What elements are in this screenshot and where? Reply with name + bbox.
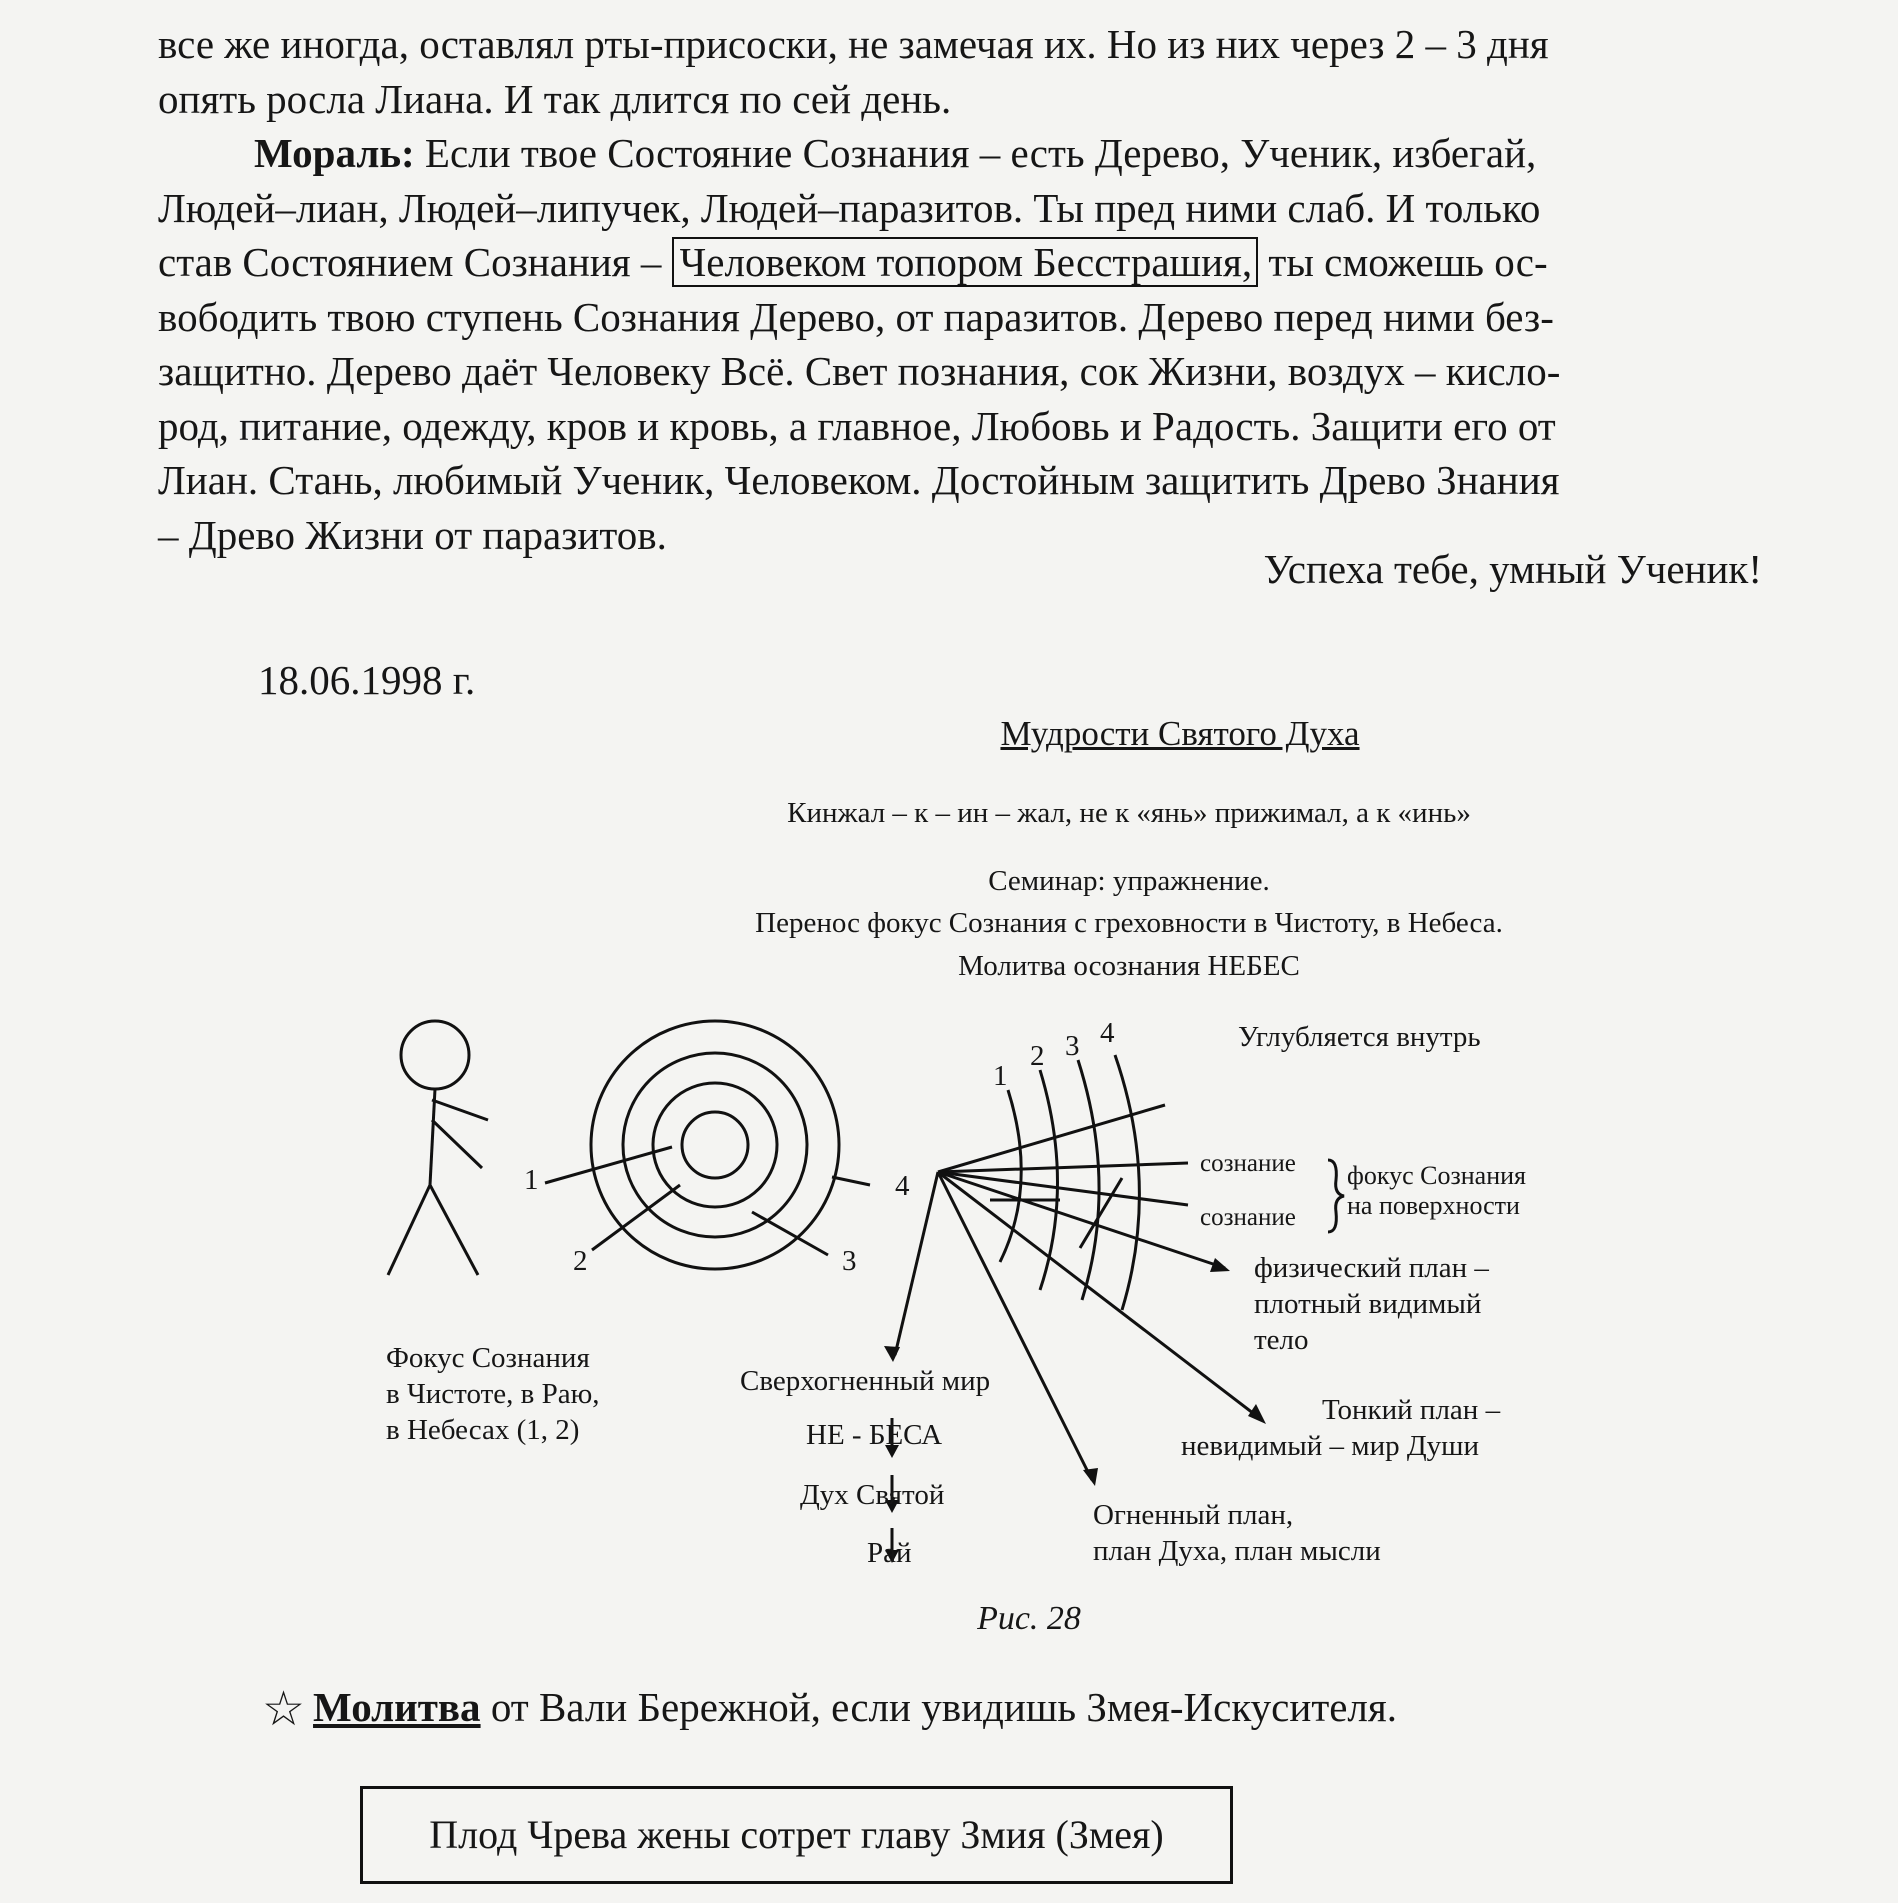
moral-line-3-start: став Состоянием Сознания – [158,239,662,285]
text-line: Людей–лиан, Людей–липучек, Людей–паразитов. Ты пред ними слаб. И только [158,184,1541,231]
arc-number-4: 4 [1100,1017,1115,1049]
label-paradise: Рай [867,1537,912,1569]
boxed-phrase: Человеком топором Бесстрашия, [672,237,1259,287]
label-fiery-2: план Духа, план мысли [1093,1535,1381,1567]
label-focus-surface-1: фокус Сознания [1347,1161,1527,1190]
prayer-line [262,1681,1397,1737]
figure-title: Мудрости Святого Духа [1000,714,1360,753]
label-physical-1: физический план – [1254,1252,1489,1284]
label-focus-purity-2: в Чистоте, в Раю, [386,1378,600,1410]
label-focus-purity-3: в Небесах (1, 2) [386,1414,580,1446]
label-fiery-1: Огненный план, [1093,1499,1294,1531]
text-line: – Древо Жизни от паразитов. [158,511,667,558]
label-subtle-2: невидимый – мир Души [1181,1430,1479,1462]
label-physical-2: плотный видимый [1254,1288,1482,1320]
label-focus-purity-1: Фокус Сознания [386,1342,590,1374]
arc-number-1: 1 [993,1060,1008,1092]
moral-label: Мораль: [254,130,415,176]
label-superfire: Сверхогненный мир [740,1365,991,1397]
text-line: вободить твою ступень Сознания Дерево, от паразитов. Дерево перед ними без- [158,293,1554,340]
target-number-3: 3 [842,1245,857,1277]
figure-caption: Рис. 28 [977,1600,1081,1637]
label-subtle-1: Тонкий план – [1322,1394,1501,1426]
label-holy-spirit: Дух Святой [800,1479,945,1511]
label-consciousness-2: сознание [1200,1204,1296,1231]
label-ne-besa: НЕ - БЕСА [806,1419,943,1451]
figure-seminar: Семинар: упражнение. [988,865,1270,897]
moral-line-3-end: ты сможешь ос- [1268,239,1548,285]
label-focus-surface-2: на поверхности [1347,1191,1520,1220]
label-physical-3: тело [1254,1324,1309,1356]
figure-transfer: Перенос фокус Сознания с греховности в Чистоту, в Небеса. [755,907,1503,939]
figure-subtitle: Кинжал – к – ин – жал, не к «янь» прижимал, а к «инь» [787,797,1471,829]
target-number-1: 1 [524,1164,539,1196]
prayer-bold-word: Молитва [313,1684,481,1730]
arc-number-2: 2 [1030,1040,1045,1072]
text-line: опять росла Лиана. И так длится по сей день. [158,75,952,122]
date: 18.06.1998 г. [258,657,476,703]
text-line: Лиан. Стань, любимый Ученик, Человеком. Достойным защитить Древо Знания [158,457,1560,503]
closing-line: Успеха тебе, умный Ученик! [1263,546,1762,592]
arc-number-3: 3 [1065,1030,1080,1062]
label-consciousness-1: сознание [1200,1150,1296,1177]
target-number-4: 4 [895,1170,910,1202]
moral-line-1: Если твое Состояние Сознания – есть Дерево, Ученик, избегай, [424,130,1537,176]
target-ring-1 [591,1021,839,1269]
boxed-prayer-text: Плод Чрева жены сотрет главу Змия (Змея) [360,1786,1233,1884]
text-line: защитно. Дерево даёт Человеку Всё. Свет познания, сок Жизни, воздух – кисло- [158,348,1561,394]
prayer-rest: от Вали Бережной, если увидишь Змея-Искусителя. [490,1684,1397,1730]
text-line: все же иногда, оставлял рты-присоски, не замечая их. Но из них через 2 – 3 дня [158,21,1549,67]
figure-prayer-title: Молитва осознания НЕБЕС [958,950,1300,982]
stick-figure-body [430,1089,435,1185]
stick-figure-head [401,1021,469,1089]
text-line: род, питание, одежду, кров и кровь, а главное, Любовь и Радость. Защити его от [158,402,1556,449]
target-number-2: 2 [573,1245,588,1277]
star-outline-icon: ☆ [262,1683,306,1736]
label-deepens: Углубляется внутрь [1238,1021,1481,1053]
